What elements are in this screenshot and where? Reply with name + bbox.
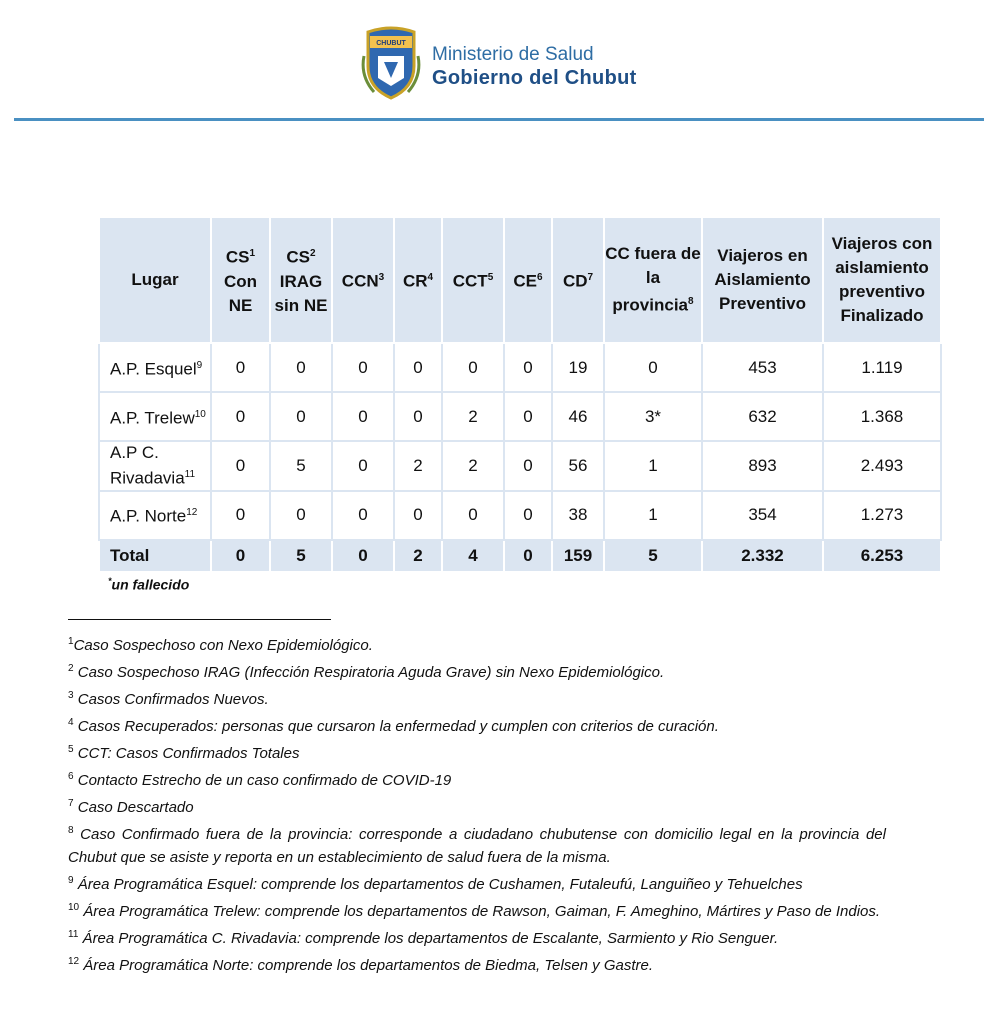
cell: 3*: [604, 392, 702, 441]
col-header-cr: $CR^4$: [394, 217, 442, 343]
cell: 0: [211, 441, 270, 491]
footnote: $^9$ Área Programática Esquel: comprende los departamentos de Cushamen, Futaleufú, Languiñeo y Tehuelches: [68, 875, 803, 893]
header-divider: [14, 118, 984, 121]
row-place: A.P. Norte$^{12}$: [99, 491, 211, 540]
chubut-coat-of-arms-icon: [360, 26, 422, 102]
svg-text:CHUBUT: CHUBUT: [376, 40, 406, 47]
cell: 632: [702, 392, 823, 441]
footnotes: [68, 630, 886, 977]
total-cell: 2: [394, 540, 442, 572]
total-cell: 5: [604, 540, 702, 572]
col-header-cd: $CD^7$: [552, 217, 604, 343]
cell: 1.273: [823, 491, 941, 540]
footnote: $^{12}$ Área Programática Norte: comprende los departamentos de Biedma, Telsen y Gastre.: [68, 956, 654, 974]
row-place: A.P C. Rivadavia$^{11}$: [99, 441, 211, 491]
table-header-row: [99, 217, 941, 343]
col-header-cs1: $CS^1$ Con NE: [211, 217, 270, 343]
table-row: [99, 343, 941, 392]
cell: 0: [504, 441, 552, 491]
total-cell: 2.332: [702, 540, 823, 572]
cell: 0: [270, 343, 332, 392]
cell: 0: [332, 392, 394, 441]
cell: 0: [211, 392, 270, 441]
cell: 1: [604, 491, 702, 540]
cases-table: [98, 216, 942, 573]
footnote: $^6$ Contacto Estrecho de un caso confirmado de COVID-19: [68, 771, 452, 789]
total-cell: 6.253: [823, 540, 941, 572]
cell: 354: [702, 491, 823, 540]
cell: 0: [442, 491, 504, 540]
footnote: $^4$ Casos Recuperados: personas que cursaron la enfermedad y cumplen con criterios de curación.: [68, 717, 719, 735]
total-cell: 159: [552, 540, 604, 572]
row-place: A.P. Esquel$^9$: [99, 343, 211, 392]
cell: 0: [504, 392, 552, 441]
cell: 38: [552, 491, 604, 540]
total-cell: 0: [211, 540, 270, 572]
table-row: [99, 441, 941, 491]
cell: 0: [504, 491, 552, 540]
cell: 0: [270, 392, 332, 441]
cell: 56: [552, 441, 604, 491]
cell: 0: [394, 491, 442, 540]
col-header-viajeros-finalizado: Viajeros con aislamiento preventivo Finalizado: [823, 217, 941, 343]
table-row: [99, 392, 941, 441]
footnote: $^2$ Caso Sospechoso IRAG (Infección Respiratoria Aguda Grave) sin Nexo Epidemiológico.: [68, 663, 665, 681]
total-cell: 0: [332, 540, 394, 572]
cell: 1.368: [823, 392, 941, 441]
col-header-cc-fuera: CC fuera de la provincia$^8$: [604, 217, 702, 343]
cell: 453: [702, 343, 823, 392]
cell: 2: [442, 441, 504, 491]
row-place: A.P. Trelew$^{10}$: [99, 392, 211, 441]
total-cell: 4: [442, 540, 504, 572]
footnote: $^{11}$ Área Programática C. Rivadavia: comprende los departamentos de Escalante, Sarmiento y Rio Senguer.: [68, 929, 779, 947]
col-header-cs2: $CS^2$ IRAG sin NE: [270, 217, 332, 343]
cell: 2: [394, 441, 442, 491]
table-total-row: [99, 540, 941, 572]
cell: 5: [270, 441, 332, 491]
cell: 2: [442, 392, 504, 441]
footnote: $^8$ Caso Confirmado fuera de la provincia: corresponde a ciudadano chubutense con domicilio legal en la provincia del Chubut que se asiste y reporta en un establecimiento de salud fuera de la misma.: [68, 825, 886, 866]
total-label: Total: [99, 540, 211, 572]
col-header-viajeros-aislamiento: Viajeros en Aislamiento Preventivo: [702, 217, 823, 343]
cell: 2.493: [823, 441, 941, 491]
col-header-ccn: CCN$^3$: [332, 217, 394, 343]
cell: 0: [394, 392, 442, 441]
government-name: Gobierno del Chubut: [432, 67, 637, 89]
footnote: $^7$ Caso Descartado: [68, 798, 194, 816]
cell: 0: [211, 491, 270, 540]
footnote: $^5$ CCT: Casos Confirmados Totales: [68, 744, 300, 762]
cell: 0: [332, 441, 394, 491]
footnote: $^1$Caso Sospechoso con Nexo Epidemiológico.: [68, 636, 373, 654]
col-header-ce: $CE^6$: [504, 217, 552, 343]
footnote: $^{10}$ Área Programática Trelew: comprende los departamentos de Rawson, Gaiman, F. Ameghino, Mártires y Paso de Indios.: [68, 902, 881, 920]
cell: 0: [504, 343, 552, 392]
cell: 0: [332, 343, 394, 392]
col-header-lugar: Lugar: [99, 217, 211, 343]
footnote-divider: [68, 619, 331, 620]
table-row: [99, 491, 941, 540]
ministry-name: Ministerio de Salud: [432, 44, 594, 65]
cell: 0: [211, 343, 270, 392]
cell: 893: [702, 441, 823, 491]
col-header-cct: CCT$^5$: [442, 217, 504, 343]
footnote: $^3$ Casos Confirmados Nuevos.: [68, 690, 269, 708]
cell: 0: [270, 491, 332, 540]
total-cell: 5: [270, 540, 332, 572]
death-note: *un fallecido: [108, 576, 190, 593]
page-header: [0, 0, 1000, 122]
cell: 0: [332, 491, 394, 540]
total-cell: 0: [504, 540, 552, 572]
cell: 0: [442, 343, 504, 392]
cell: 0: [394, 343, 442, 392]
cell: 19: [552, 343, 604, 392]
cell: 1.119: [823, 343, 941, 392]
cell: 0: [604, 343, 702, 392]
cell: 1: [604, 441, 702, 491]
cell: 46: [552, 392, 604, 441]
